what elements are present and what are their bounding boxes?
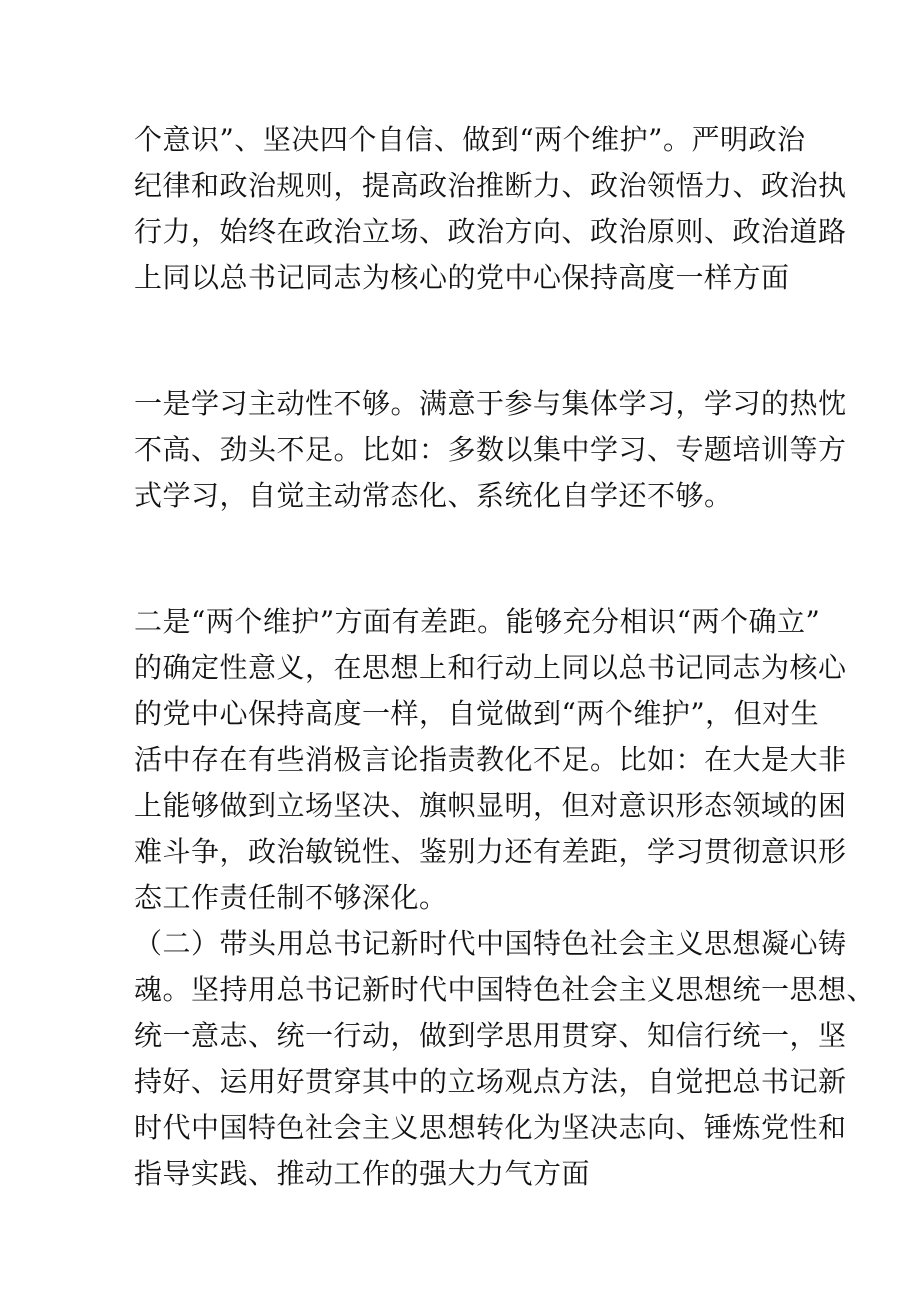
text-line: 难斗争，政治敏锐性、鉴别力还有差距，学习贯彻意识形 <box>134 835 847 868</box>
text-line: 不高、劲头不足。比如：多数以集中学习、专题培训等方 <box>134 433 847 466</box>
text-line: 时代中国特色社会主义思想转化为坚决志向、锤炼党性和 <box>134 1111 847 1144</box>
text-line: 持好、运用好贯穿其中的立场观点方法，自觉把总书记新 <box>134 1065 847 1098</box>
text-line: 个意识”、坚决四个自信、做到“两个维护”。严明政治 <box>134 123 806 156</box>
text-line: （二）带头用总书记新时代中国特色社会主义思想凝心铸 <box>134 927 847 960</box>
text-line: 活中存在有些消极言论指责教化不足。比如：在大是大非 <box>134 743 847 776</box>
text-line: 魂。坚持用总书记新时代中国特色社会主义思想统一思想、 <box>134 973 876 1006</box>
text-line: 式学习，自觉主动常态化、系统化自学还不够。 <box>134 479 733 512</box>
text-line: 态工作责任制不够深化。 <box>134 881 448 914</box>
text-line: 指导实践、推动工作的强大力气方面 <box>134 1157 591 1190</box>
text-line: 上能够做到立场坚决、旗帜显明，但对意识形态领域的困 <box>134 789 847 822</box>
text-line: 行力，始终在政治立场、政治方向、政治原则、政治道路 <box>134 215 847 248</box>
text-line: 的党中心保持高度一样，自觉做到“两个维护”，但对生 <box>134 697 820 730</box>
text-line: 统一意志、统一行动，做到学思用贯穿、知信行统一，坚 <box>134 1019 847 1052</box>
text-line: 纪律和政治规则，提高政治推断力、政治领悟力、政治执 <box>134 169 847 202</box>
text-line: 二是“两个维护”方面有差距。能够充分相识“两个确立” <box>134 605 821 638</box>
text-line: 上同以总书记同志为核心的党中心保持高度一样方面 <box>134 261 790 294</box>
text-line: 一是学习主动性不够。满意于参与集体学习，学习的热忱 <box>134 387 847 420</box>
text-line: 的确定性意义，在思想上和行动上同以总书记同志为核心 <box>134 651 847 684</box>
